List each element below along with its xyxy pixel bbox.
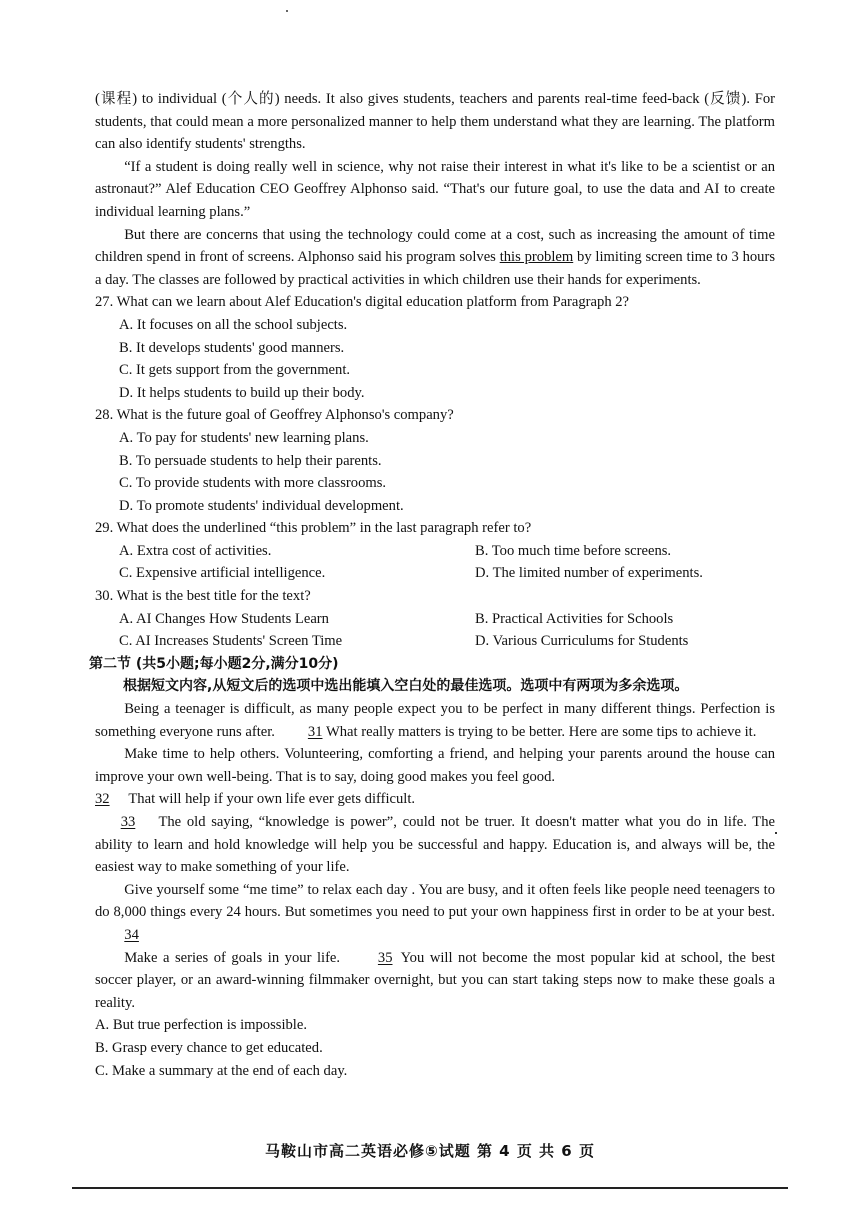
exam-page — [89, 88, 776, 1082]
option: A. It focuses on all the school subjects. — [119, 316, 348, 333]
option: C. To provide students with more classrooms. — [119, 475, 387, 492]
passage-paragraph: Make time to help others. Volunteering, comforting a friend, and helping your parents around the house can improve your own well-being. That is to say, doing good makes you feel good. — [95, 746, 775, 785]
option: D. Various Curriculums for Students — [475, 633, 689, 650]
option: D. To promote students' individual development. — [119, 497, 404, 514]
page-footer: 马鞍山市高二英语必修⑤试题 第 4 页 共 6 页 — [265, 1142, 595, 1160]
option: B. Too much time before screens. — [475, 542, 672, 559]
option: D. It helps students to build up their body. — [119, 384, 365, 401]
text-run: Make a series of goals in your life. — [124, 949, 346, 966]
text-run: What really matters is trying to be better. Here are some tips to achieve it. — [322, 723, 757, 740]
option: C. Expensive artificial intelligence. — [119, 565, 326, 582]
option: A. To pay for students' new learning plans. — [119, 429, 369, 446]
blank-31: 31 — [307, 723, 323, 740]
question-stem: 29. What does the underlined “this problem” in the last paragraph refer to? — [95, 520, 532, 537]
section-instruction: 根据短文内容,从短文后的选项中选出能填入空白处的最佳选项。选项中有两项为多余选项。 — [123, 678, 689, 695]
option: A. AI Changes How Students Learn — [119, 610, 329, 627]
passage-paragraph: (课程) to individual (个人的) needs. It also gives students, teachers and parents real-time feed-back (反馈). For students, that could mean a more personalized manner to help them understand what they are learning. The platform can also identify students' strengths. — [95, 91, 775, 153]
section-heading: 第二节 (共5小题;每小题2分,满分10分) — [89, 655, 339, 672]
text-run: You will not become the most popular kid at school, the best soccer player, or an award-winning filmmaker overnight, but you can start taking steps now to make these goals a reality. — [95, 949, 776, 1011]
passage-paragraph — [95, 811, 775, 879]
passage-paragraph — [95, 698, 775, 743]
answer-option: A. But true perfection is impossible. — [95, 1017, 307, 1034]
question-stem: 28. What is the future goal of Geoffrey Alphonso's company? — [95, 407, 454, 424]
option: A. Extra cost of activities. — [119, 542, 272, 559]
text-run: That will help if your own life ever gets difficult. — [125, 791, 416, 808]
blank-33: 33 — [120, 814, 136, 830]
passage-paragraph — [95, 947, 775, 1015]
question-stem: 27. What can we learn about Alef Education's digital education platform from Paragraph 2? — [95, 294, 630, 311]
scan-speck — [775, 832, 777, 834]
passage-paragraph — [95, 879, 775, 947]
answer-option: C. Make a summary at the end of each day. — [95, 1062, 348, 1079]
text-run: But there are concerns that using the technology could come at a cost, such as increasing the amount of time children spend in front of screens. Alphonso said his program solves — [95, 226, 775, 266]
option-grid — [119, 608, 775, 653]
scan-speck — [286, 10, 288, 12]
option: B. To persuade students to help their parents. — [119, 452, 382, 469]
underlined-phrase: this problem — [499, 249, 574, 266]
text-run: by limiting screen time to 3 hours a day. The classes are followed by practical activities in which children use their hands for experiments. — [95, 249, 775, 288]
answer-option: B. Grasp every chance to get educated. — [95, 1039, 323, 1056]
blank-34: 34 — [124, 926, 139, 943]
option: B. Practical Activities for Schools — [475, 610, 674, 627]
option: C. AI Increases Students' Screen Time — [119, 633, 343, 650]
text-run: Give yourself some “me time” to relax each day . You are busy, and it often feels like people need teenagers to do 8,000 things every 24 hours. But sometimes you need to put your own happiness first in order to be at your best. — [95, 881, 775, 921]
blank-32: 32 — [95, 791, 110, 808]
option: D. The limited number of experiments. — [475, 565, 703, 582]
text-run: The old saying, “knowledge is power”, could not be truer. It doesn't matter what you do in life. The ability to learn and hold knowledge will help you be successful and happy. Education is, and always will be, the easiest way to make something of your life. — [95, 814, 775, 876]
passage-paragraph: “If a student is doing really well in science, why not raise their interest in what it's like to be a scientist or an astronaut?” Alef Education CEO Geoffrey Alphonso said. “That's our future goal, to use the data and AI to create individual learning plans.” — [95, 158, 775, 220]
text-run: Being a teenager is difficult, as many people expect you to be perfect in many different things. Perfection is something everyone runs after. — [95, 701, 775, 740]
blank-35: 35 — [377, 949, 393, 966]
option: C. It gets support from the government. — [119, 362, 351, 379]
option: B. It develops students' good manners. — [119, 339, 345, 356]
option-grid — [119, 540, 775, 585]
question-stem: 30. What is the best title for the text? — [95, 588, 311, 605]
bottom-rule — [72, 1187, 788, 1189]
passage-paragraph — [95, 224, 775, 292]
passage-paragraph — [95, 788, 775, 811]
